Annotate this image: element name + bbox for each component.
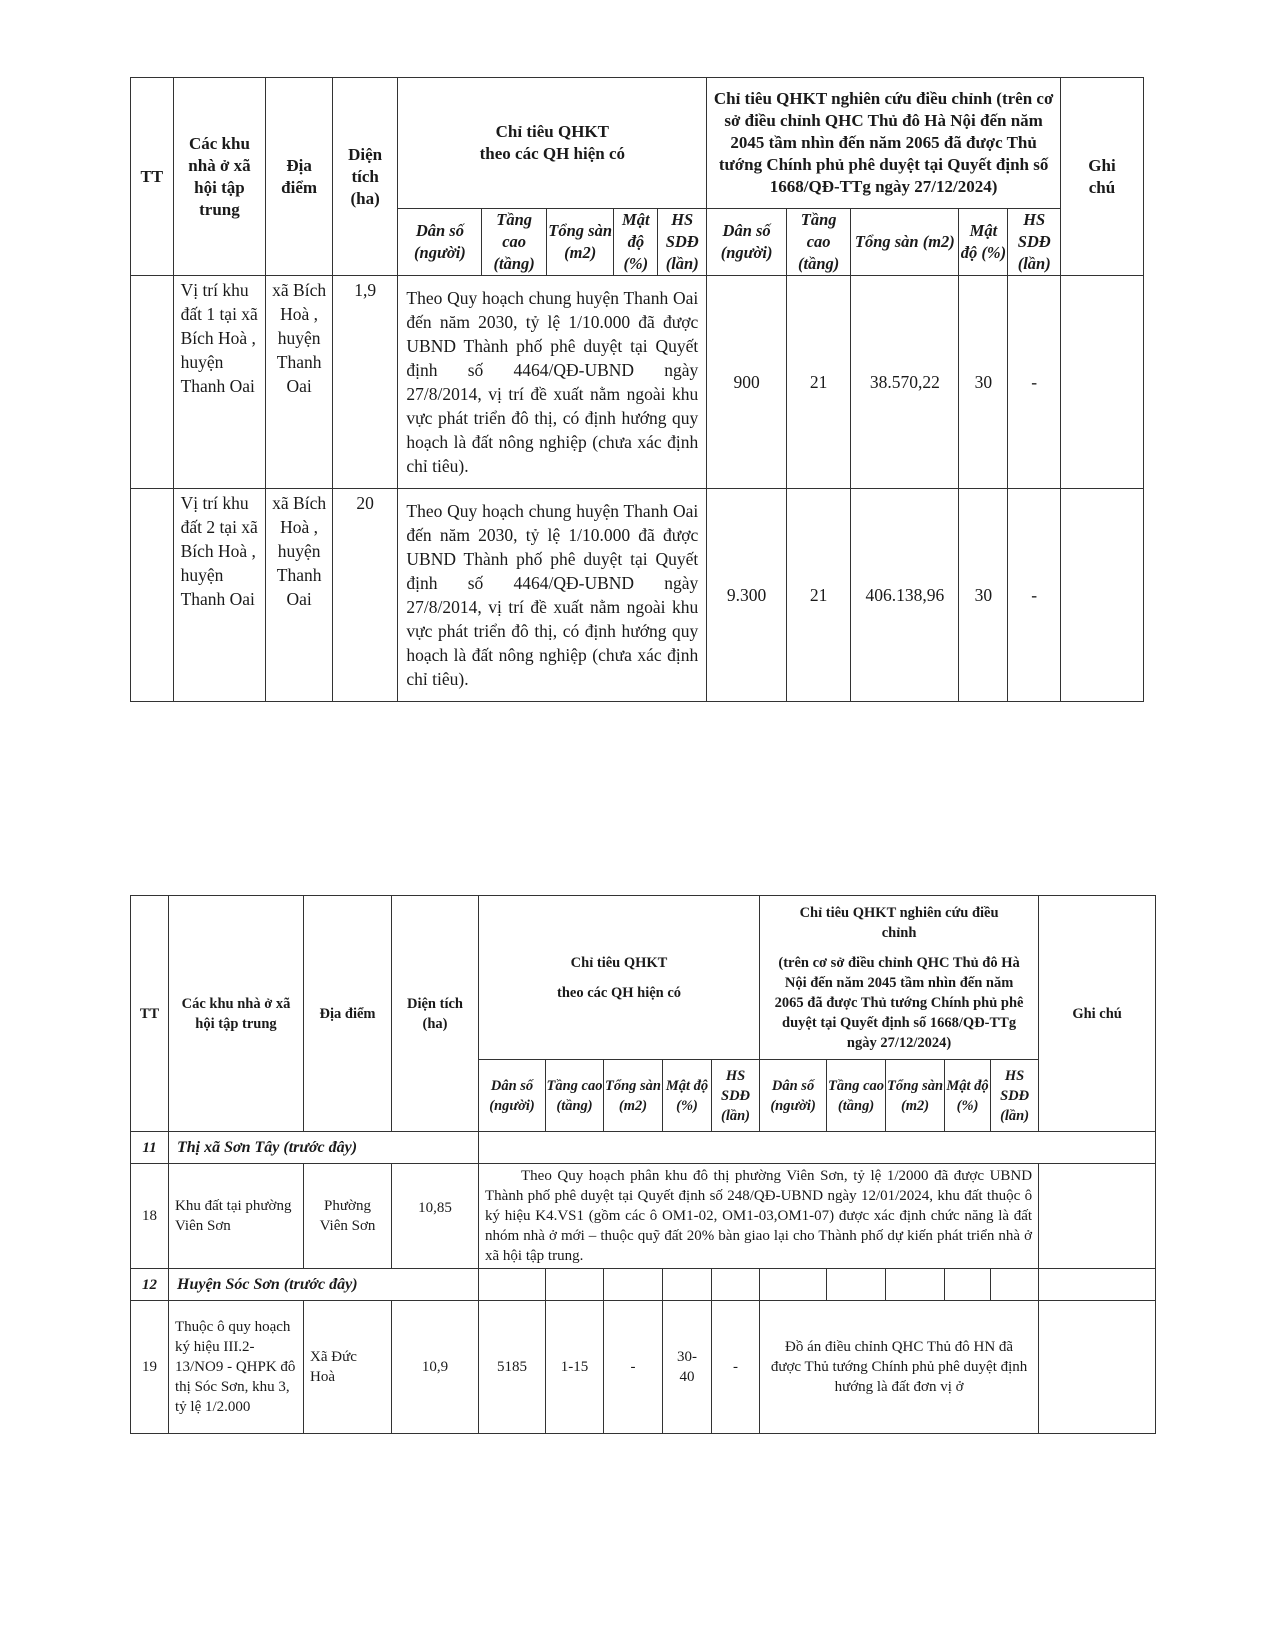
subheader-tang-cao: Tầng cao (tầng): [827, 1060, 886, 1132]
cell-dia-diem: xã Bích Hoà , huyện Thanh Oai: [266, 489, 333, 702]
subheader-hs-sdd: HS SDĐ (lần): [658, 209, 707, 276]
cell-current-plan: Theo Quy hoạch chung huyện Thanh Oai đến năm 2030, tỷ lệ 1/10.000 đã được UBND Thành phố phê duyệt tại Quyết định số 4464/QĐ-UBND ngày 27/8/2014, vị trí đề xuất nằm ngoài khu vực phát triển đô thị, có định hướng quy hoạch là đất nông nghiệp (chưa xác định chỉ tiêu).: [398, 489, 707, 702]
cell-tong-san: 406.138,96: [851, 489, 959, 702]
planning-table-1: [130, 77, 1144, 702]
cell-tt: [131, 276, 174, 489]
cell-dan-so: 9.300: [707, 489, 787, 702]
cell-hs-sdd: -: [1008, 276, 1060, 489]
header-dia-diem: Địa điểm: [266, 78, 333, 276]
group-name: Huyện Sóc Sơn (trước đây): [169, 1269, 479, 1301]
cell-current-plan: Theo Quy hoạch chung huyện Thanh Oai đến năm 2030, tỷ lệ 1/10.000 đã được UBND Thành phố phê duyệt tại Quyết định số 4464/QĐ-UBND ngày 27/8/2014, vị trí đề xuất nằm ngoài khu vực phát triển đô thị, có định hướng quy hoạch là đất nông nghiệp (chưa xác định chỉ tiêu).: [398, 276, 707, 489]
cell-hs-sdd: -: [712, 1301, 760, 1434]
cell-tong-san: 38.570,22: [851, 276, 959, 489]
subheader-dan-so: Dân số (người): [398, 209, 482, 276]
subheader-mat-do: Mật độ (%): [614, 209, 658, 276]
group-empty: [760, 1269, 827, 1301]
group-empty: [1039, 1269, 1156, 1301]
cell-mat-do: 30: [959, 489, 1008, 702]
planning-table-2: [130, 895, 1156, 1434]
cell-mat-do: 30: [959, 276, 1008, 489]
header-group-current: [479, 896, 760, 1060]
group-empty: [546, 1269, 604, 1301]
group-name: Thị xã Sơn Tây (trước đây): [169, 1132, 479, 1164]
header-group-new: [760, 896, 1039, 1060]
header-tt: TT: [131, 78, 174, 276]
cell-tang-cao: 21: [786, 276, 850, 489]
cell-khu: Thuộc ô quy hoạch ký hiệu III.2-13/NO9 - QHPK đô thị Sóc Sơn, khu 3, tỷ lệ 1/2.000: [169, 1301, 304, 1434]
header-dia-diem: Địa điểm: [304, 896, 392, 1132]
header-dien-tich: Diện tích (ha): [332, 78, 397, 276]
subheader-tong-san: Tổng sàn (m2): [886, 1060, 945, 1132]
group-empty: [886, 1269, 945, 1301]
header-khu: Các khu nhà ở xã hội tập trung: [173, 78, 266, 276]
cell-khu: Vị trí khu đất 2 tại xã Bích Hoà , huyện Thanh Oai: [173, 489, 266, 702]
subheader-hs-sdd: HS SDĐ (lần): [712, 1060, 760, 1132]
group-empty: [827, 1269, 886, 1301]
subheader-dan-so: Dân số (người): [479, 1060, 546, 1132]
cell-mat-do: 30-40: [663, 1301, 712, 1434]
cell-ghi-chu: [1060, 489, 1143, 702]
group-empty: [712, 1269, 760, 1301]
header-dien-tich: Diện tích (ha): [392, 896, 479, 1132]
cell-dan-so: 5185: [479, 1301, 546, 1434]
subheader-mat-do: Mật độ (%): [959, 209, 1008, 276]
group-empty: [991, 1269, 1039, 1301]
cell-hs-sdd: -: [1008, 489, 1060, 702]
cell-new-plan-note: Đồ án điều chỉnh QHC Thủ đô HN đã được Thủ tướng Chính phủ phê duyệt định hướng là đất đơn vị ở: [760, 1301, 1039, 1434]
group-tt: 12: [131, 1269, 169, 1301]
subheader-dan-so: Dân số (người): [707, 209, 787, 276]
group-empty: [663, 1269, 712, 1301]
cell-tang-cao: 21: [786, 489, 850, 702]
header-ghi-chu: Ghi chú: [1060, 78, 1143, 276]
cell-dien-tich: 10,9: [392, 1301, 479, 1434]
cell-dien-tich: 10,85: [392, 1164, 479, 1269]
group-empty: [479, 1132, 1156, 1164]
cell-dia-diem: Xã Đức Hoà: [304, 1301, 392, 1434]
cell-khu: Khu đất tại phường Viên Sơn: [169, 1164, 304, 1269]
table-row: [131, 489, 1144, 702]
subheader-mat-do: Mật độ (%): [663, 1060, 712, 1132]
header-group-new-line1: Chỉ tiêu QHKT nghiên cứu điều chỉnh: [799, 904, 999, 941]
cell-tang-cao: 1-15: [546, 1301, 604, 1434]
cell-ghi-chu: [1039, 1301, 1156, 1434]
subheader-tang-cao: Tầng cao (tầng): [786, 209, 850, 276]
subheader-mat-do: Mật độ (%): [945, 1060, 991, 1132]
cell-tong-san: -: [604, 1301, 663, 1434]
cell-ghi-chu: [1039, 1164, 1156, 1269]
header-group-current: Chỉ tiêu QHKT theo các QH hiện có: [398, 78, 707, 209]
subheader-tang-cao: Tầng cao (tầng): [546, 1060, 604, 1132]
subheader-tong-san: Tổng sàn (m2): [604, 1060, 663, 1132]
subheader-tong-san: Tổng sàn (m2): [851, 209, 959, 276]
group-row: [131, 1269, 1156, 1301]
subheader-tong-san: Tổng sàn (m2): [546, 209, 614, 276]
subheader-dan-so: Dân số (người): [760, 1060, 827, 1132]
header-khu: Các khu nhà ở xã hội tập trung: [169, 896, 304, 1132]
header-group-new-line2: (trên cơ sở điều chỉnh QHC Thủ đô Hà Nội đến năm 2045 tầm nhìn đến năm 2065 đã được Thủ tướng Chính phủ phê duyệt tại Quyết định số 1668/QĐ-TTg ngày 27/12/2024): [774, 954, 1024, 1051]
table-row: [131, 1301, 1156, 1434]
subheader-tang-cao: Tầng cao (tầng): [482, 209, 546, 276]
cell-dia-diem: xã Bích Hoà , huyện Thanh Oai: [266, 276, 333, 489]
subheader-hs-sdd: HS SDĐ (lần): [991, 1060, 1039, 1132]
group-empty: [479, 1269, 546, 1301]
header-group-new: Chỉ tiêu QHKT nghiên cứu điều chỉnh (trên cơ sở điều chỉnh QHC Thủ đô Hà Nội đến năm 2045 tầm nhìn đến năm 2065 đã được Thủ tướng Chính phủ phê duyệt tại Quyết định số 1668/QĐ-TTg ngày 27/12/2024): [707, 78, 1061, 209]
group-empty: [604, 1269, 663, 1301]
header-group-current-line2: theo các QH hiện có: [557, 984, 682, 1001]
cell-dien-tich: 20: [332, 489, 397, 702]
cell-khu: Vị trí khu đất 1 tại xã Bích Hoà , huyện Thanh Oai: [173, 276, 266, 489]
cell-ghi-chu: [1060, 276, 1143, 489]
group-row: [131, 1132, 1156, 1164]
table-row: [131, 276, 1144, 489]
cell-tt: 18: [131, 1164, 169, 1269]
header-group-current-line1: Chỉ tiêu QHKT: [570, 954, 668, 971]
group-tt: 11: [131, 1132, 169, 1164]
header-ghi-chu: Ghi chú: [1039, 896, 1156, 1132]
cell-dan-so: 900: [707, 276, 787, 489]
cell-dia-diem: Phường Viên Sơn: [304, 1164, 392, 1269]
header-tt: TT: [131, 896, 169, 1132]
cell-tt: 19: [131, 1301, 169, 1434]
cell-tt: [131, 489, 174, 702]
table-row: [131, 1164, 1156, 1269]
cell-dien-tich: 1,9: [332, 276, 397, 489]
group-empty: [945, 1269, 991, 1301]
subheader-hs-sdd: HS SDĐ (lần): [1008, 209, 1060, 276]
cell-current-plan: Theo Quy hoạch phân khu đô thị phường Viên Sơn, tỷ lệ 1/2000 đã được UBND Thành phố phê duyệt tại Quyết định số 248/QĐ-UBND ngày 12/01/2024, khu đất thuộc ô ký hiệu K4.VS1 (gồm các ô OM1-02, OM1-03,OM1-07) được xác định chức năng là đất nhóm nhà ở mới – thuộc quỹ đất 20% bàn giao lại cho Thành phố dự kiến phát triển nhà ở xã hội tập trung.: [479, 1164, 1039, 1269]
